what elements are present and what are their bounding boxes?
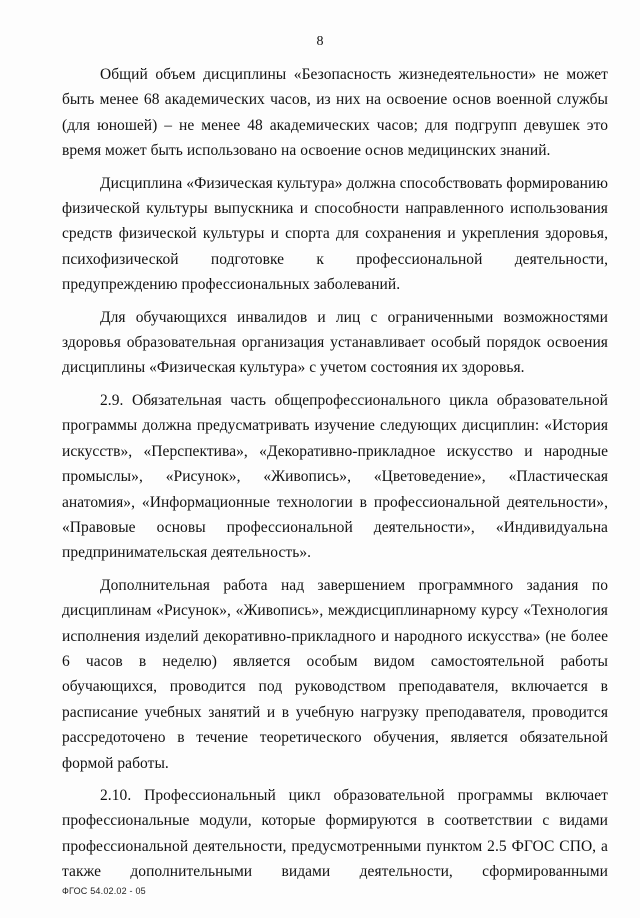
paragraph-section-2-10: 2.10. Профессиональный цикл образовательной программы включает профессиональные модули, которые формируются в соответствии с видами профессиональной деятельности, предусмотренными пунктом 2.5 ФГОС СПО, а также дополнительными видами деятельности, сформированными [62,786,608,881]
paragraph-section-2-9: 2.9. Обязательная часть общепрофессионального цикла образовательной программы должна предусматривать изучение следующих дисциплин: «История искусств», «Перспектива», «Декоративно-прикладное искусство и народные промыслы», «Рисунок», «Живопись», «Цветоведение», «Пластическая анатомия», «Информационные технологии в профессиональной деятельности», «Правовые основы профессиональной деятельности», «Индивидуальна предпринимательская деятельность». [62,391,608,562]
document-body [62,62,608,892]
page-number: 8 [316,34,324,49]
paragraph-additional-work: Дополнительная работа над завершением программного задания по дисциплинам «Рисунок», «Живопись», междисциплинарному курсу «Технология исполнения изделий декоративно-прикладного и народного искусства» (не более 6 часов в неделю) является особым видом самостоятельной работы обучающихся, проводится под руководством преподавателя, включается в расписание учебных занятий и в учебную нагрузку преподавателя, проводится рассредоточено в течение теоретического обучения, является обязательной формой работы. [62,576,608,772]
paragraph-physical-culture: Дисциплина «Физическая культура» должна способствовать формированию физической культуры выпускника и способности направленного использования средств физической культуры и спорта для сохранения и укрепления здоровья, психофизической подготовке к профессиональной деятельности, предупреждению профессиональных заболеваний. [62,174,608,294]
document-code-footer: ФГОС 54.02.02 - 05 [62,886,146,896]
paragraph-bzhd: Общий объем дисциплины «Безопасность жизнедеятельности» не может быть менее 68 академических часов, из них на освоение основ военной службы (для юношей) – не менее 48 академических часов; для подгрупп девушек это время может быть использовано на освоение основ медицинских знаний. [62,66,608,160]
paragraph-disabled-students: Для обучающихся инвалидов и лиц с ограниченными возможностями здоровья образовательная организация устанавливает особый порядок освоения дисциплины «Физическая культура» с учетом состояния их здоровья. [62,308,608,377]
